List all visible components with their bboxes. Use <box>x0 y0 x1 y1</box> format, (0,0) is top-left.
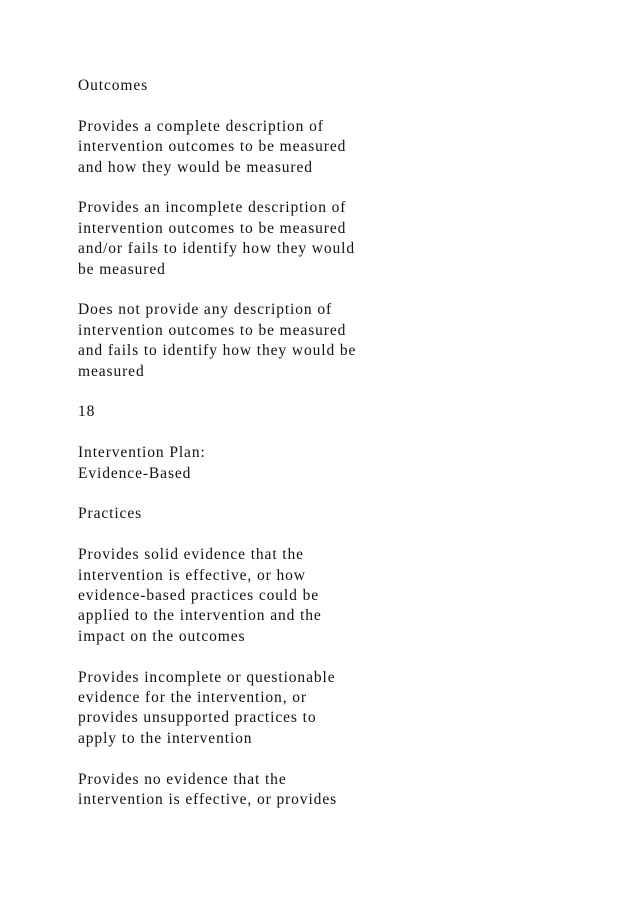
paragraph-points <box>78 402 598 422</box>
text-line: intervention is effective, or provides <box>78 791 338 809</box>
text-line: intervention outcomes to be measured <box>78 219 347 237</box>
paragraph-incomplete-description <box>78 198 598 280</box>
text-line: Provides an incomplete description of <box>78 199 347 217</box>
text-line: and fails to identify how they would be <box>78 342 357 360</box>
text-line: Provides no evidence that the <box>78 770 287 788</box>
text-line: impact on the outcomes <box>78 627 246 645</box>
text-line: intervention is effective, or how <box>78 566 306 584</box>
text-line: and how they would be measured <box>78 158 313 176</box>
text-line: measured <box>78 362 145 380</box>
paragraph-solid-evidence <box>78 545 598 647</box>
paragraph-outcomes-heading <box>78 76 598 96</box>
text-line: Intervention Plan: <box>78 444 206 462</box>
text-line: evidence for the intervention, or <box>78 689 307 707</box>
paragraph-practices-heading <box>78 504 598 524</box>
text-line: evidence-based practices could be <box>78 587 319 605</box>
paragraph-intervention-plan-heading <box>78 443 598 484</box>
text-line: Does not provide any description of <box>78 301 333 319</box>
text-line: Provides incomplete or questionable <box>78 668 336 686</box>
paragraph-no-description <box>78 300 598 382</box>
paragraph-complete-description <box>78 117 598 178</box>
text-line: be measured <box>78 260 166 278</box>
text-line: intervention outcomes to be measured <box>78 138 347 156</box>
text-line: 18 <box>78 403 96 421</box>
text-line: Evidence-Based <box>78 464 192 482</box>
text-line: provides unsupported practices to <box>78 709 317 727</box>
text-line: Practices <box>78 505 143 523</box>
text-line: apply to the intervention <box>78 729 253 747</box>
text-line: Provides solid evidence that the <box>78 546 304 564</box>
text-line: and/or fails to identify how they would <box>78 240 356 258</box>
text-line: Outcomes <box>78 77 149 94</box>
paragraph-no-evidence <box>78 770 598 811</box>
paragraph-incomplete-evidence <box>78 668 598 750</box>
text-line: Provides a complete description of <box>78 117 324 135</box>
text-line: applied to the intervention and the <box>78 607 322 625</box>
document-page <box>78 76 598 831</box>
text-line: intervention outcomes to be measured <box>78 321 347 339</box>
